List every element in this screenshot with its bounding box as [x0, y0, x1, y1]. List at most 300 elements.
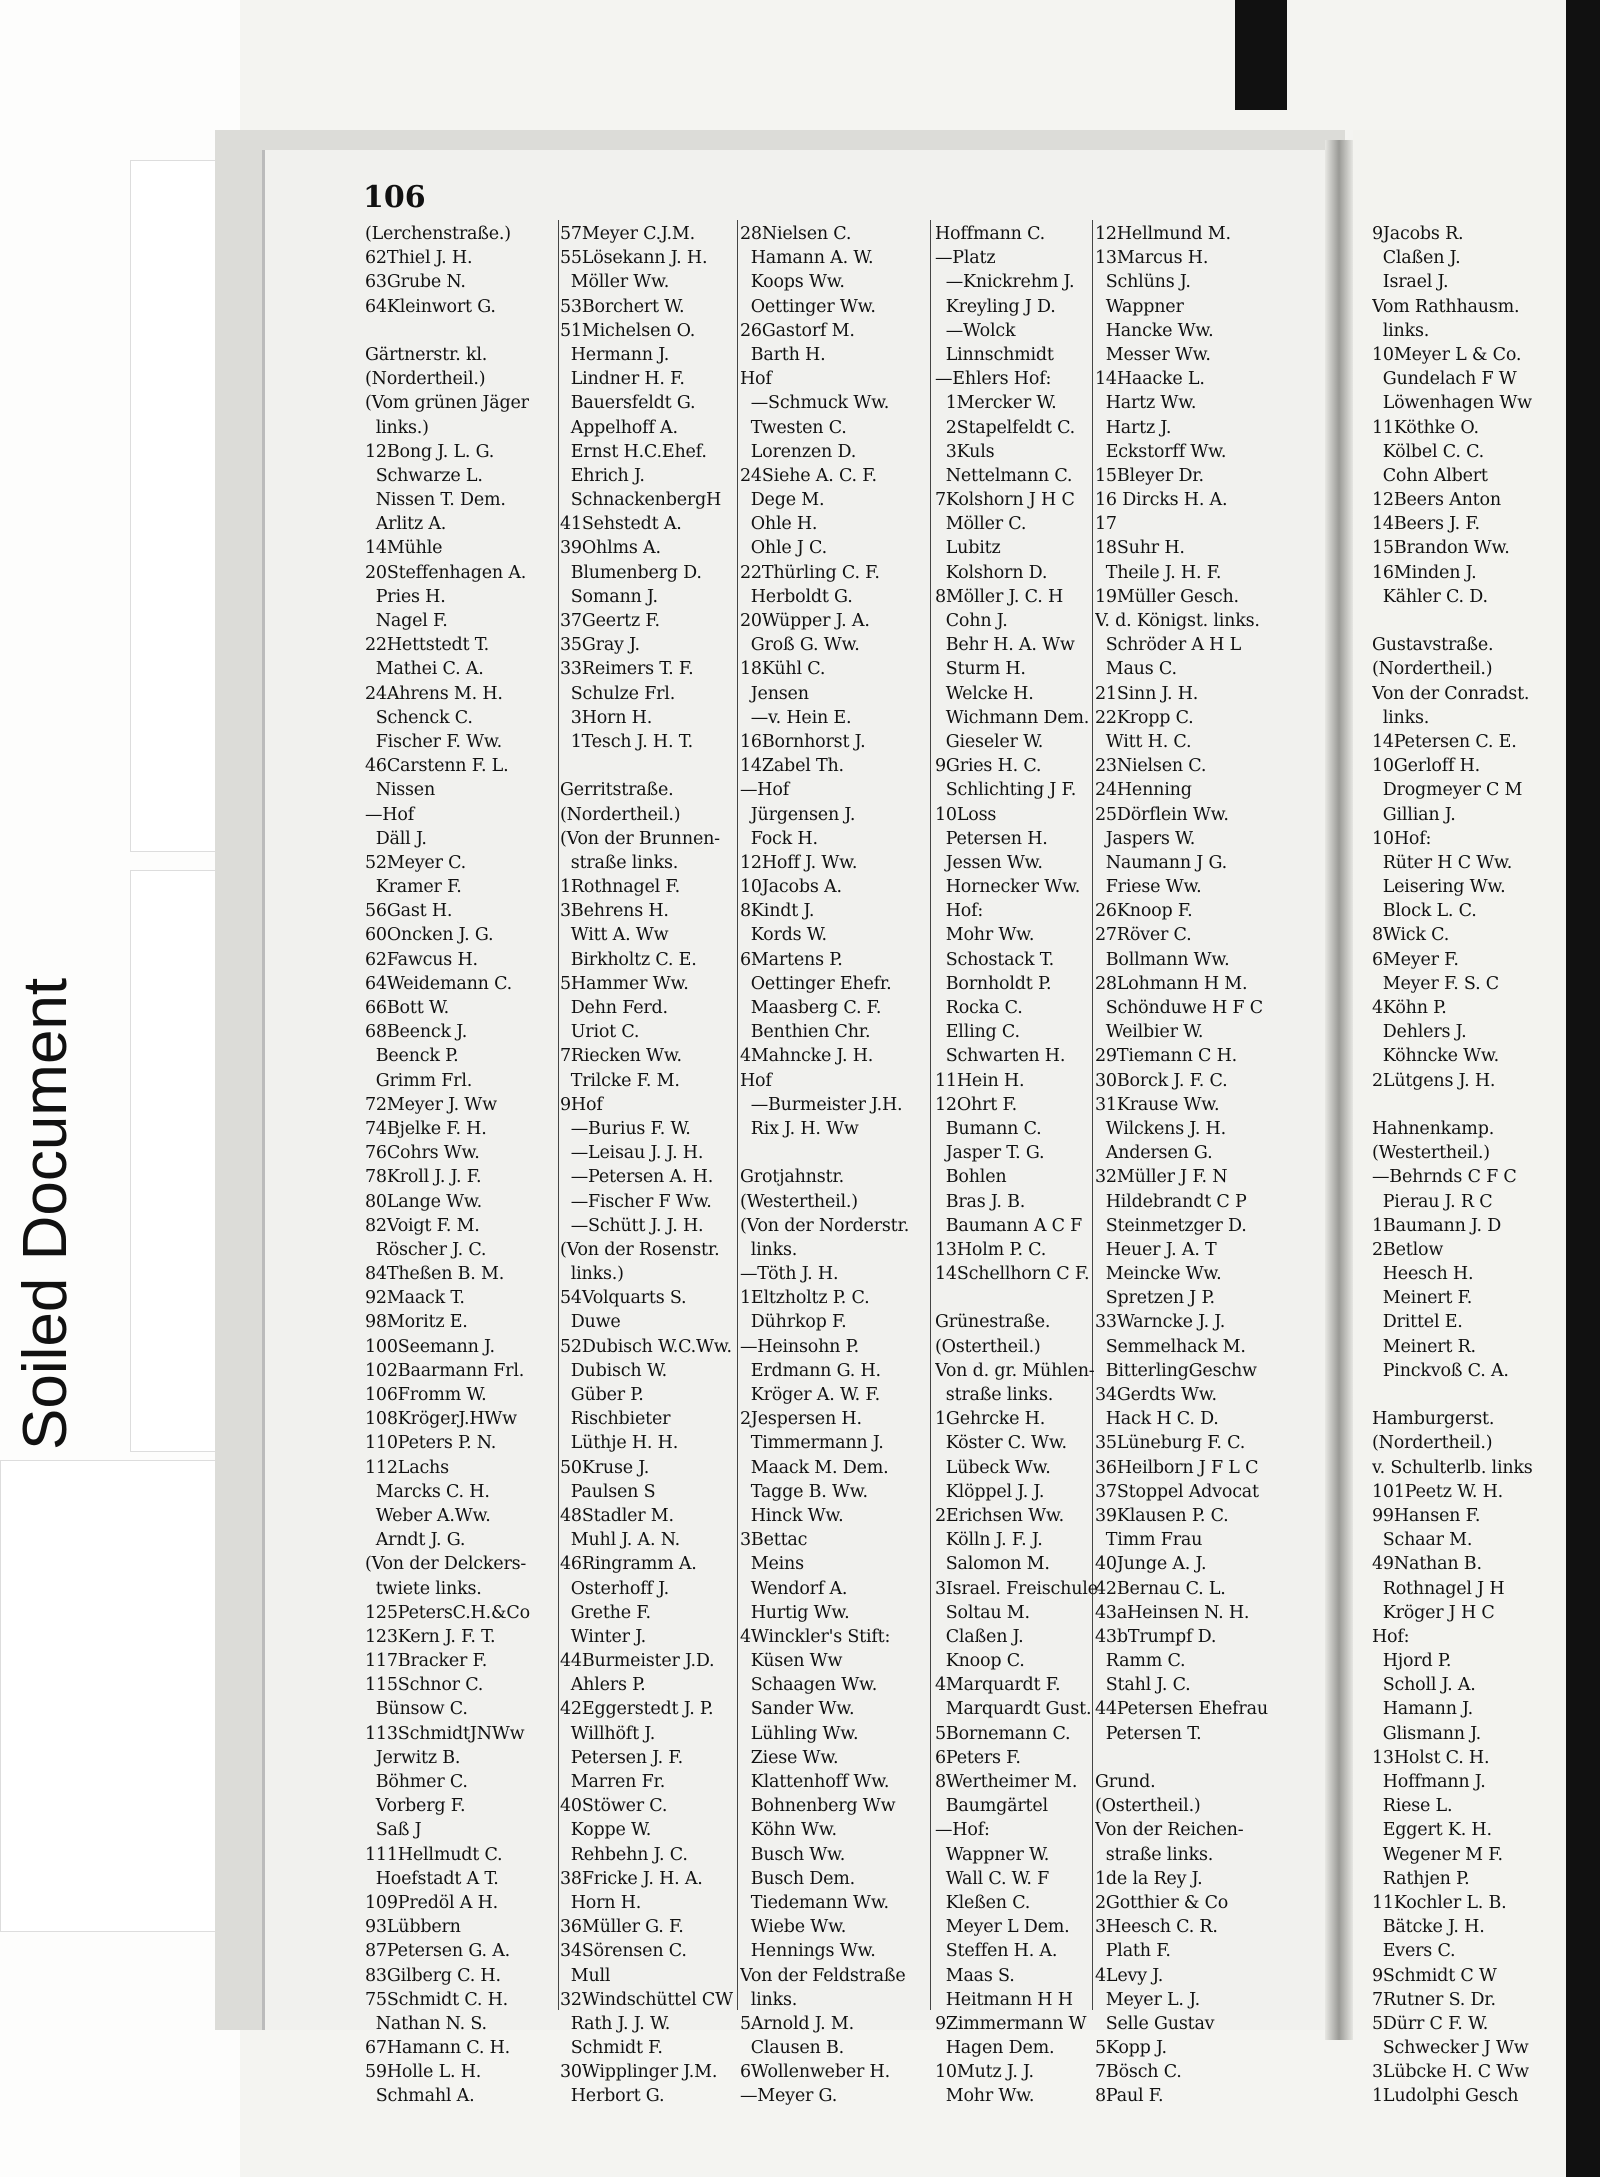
directory-entry: 5Arnold J. M. — [740, 2013, 854, 2034]
column-divider — [930, 220, 931, 2010]
directory-entry: Maas S. — [935, 1965, 1015, 1986]
directory-entry: 76Cohrs Ww. — [365, 1143, 480, 1164]
directory-entry: Oettinger Ww. — [740, 296, 876, 317]
directory-entry: 10Loss — [935, 804, 997, 825]
directory-entry: Koppe W. — [560, 1820, 652, 1841]
directory-entry: links.) — [560, 1264, 624, 1285]
directory-entry: Petersen H. — [935, 828, 1048, 849]
directory-entry: 51Michelsen O. — [560, 320, 696, 341]
directory-entry: 4Mahncke J. H. — [740, 1046, 874, 1067]
directory-entry: Jerwitz B. — [365, 1747, 461, 1768]
directory-entry: 64Kleinwort G. — [365, 296, 496, 317]
directory-entry: 67Hamann C. H. — [365, 2038, 511, 2059]
directory-entry: 12Ohrt F. — [935, 1094, 1018, 1115]
directory-entry: Hamburgerst. — [1372, 1409, 1495, 1430]
directory-entry: 57Meyer C.J.M. — [560, 224, 695, 244]
directory-entry: Welcke H. — [935, 683, 1034, 704]
directory-entry: Bünsow C. — [365, 1699, 468, 1720]
directory-entry: 2Jespersen H. — [740, 1409, 862, 1430]
directory-entry: Möller Ww. — [560, 272, 670, 293]
directory-entry: Meins — [740, 1554, 804, 1575]
directory-entry: Kolshorn D. — [935, 562, 1048, 583]
directory-entry: 5Dürr C F. W. — [1372, 2013, 1489, 2034]
directory-entry: 20Wüpper J. A. — [740, 611, 870, 631]
directory-entry: Beenck P. — [365, 1046, 459, 1067]
directory-entry: Hoffmann J. — [1372, 1772, 1486, 1792]
directory-entry: Heesch H. — [1372, 1264, 1474, 1285]
directory-entry: 46Carstenn F. L. — [365, 756, 509, 777]
directory-entry: Meinert F. — [1372, 1288, 1473, 1309]
directory-entry: Trilcke F. M. — [560, 1070, 680, 1091]
directory-entry: 39Klausen P. C. — [1095, 1505, 1229, 1526]
directory-entry: (Westertheil.) — [1372, 1143, 1490, 1164]
directory-entry: Lühling Ww. — [740, 1723, 859, 1744]
directory-entry: 34Gerdts Ww. — [1095, 1385, 1217, 1405]
directory-entry: 36Müller G. F. — [560, 1917, 684, 1938]
directory-entry: 6Meyer F. — [1372, 949, 1459, 970]
directory-entry: 23Nielsen C. — [1095, 756, 1207, 777]
directory-entry: Hinck Ww. — [740, 1505, 844, 1526]
directory-entry: 16 Dircks H. A. — [1095, 490, 1228, 511]
directory-entry: BitterlingGeschw — [1095, 1360, 1257, 1381]
directory-entry: —v. Hein E. — [740, 707, 852, 728]
directory-entry: Kreyling J D. — [935, 296, 1056, 317]
directory-entry: Cohn Albert — [1372, 465, 1488, 486]
directory-entry: (Nordertheil.) — [1372, 1433, 1493, 1454]
directory-entry: Jessen Ww. — [935, 852, 1043, 873]
directory-entry: links. — [740, 1239, 798, 1260]
directory-entry: Soltau M. — [935, 1602, 1030, 1623]
directory-entry: 56Gast H. — [365, 901, 453, 922]
directory-entry: Weber A.Ww. — [365, 1505, 491, 1526]
directory-entry: 68Beenck J. — [365, 1022, 468, 1043]
directory-entry: Hurtig Ww. — [740, 1602, 850, 1623]
directory-entry: 14Petersen C. E. — [1372, 731, 1517, 752]
directory-entry: 2Gotthier & Co — [1095, 1892, 1229, 1913]
directory-entry: Somann J. — [560, 586, 658, 607]
column-divider — [558, 220, 559, 2010]
directory-entry: Klöppel J. J. — [935, 1481, 1045, 1502]
directory-entry: Pinckvoß C. A. — [1372, 1360, 1509, 1381]
directory-entry: Kords W. — [740, 925, 827, 946]
directory-entry: Lorenzen D. — [740, 441, 857, 462]
directory-entry: 46Ringramm A. — [560, 1554, 697, 1575]
directory-entry: Schaar M. — [1372, 1530, 1473, 1551]
directory-entry: Appelhoff A. — [560, 417, 678, 438]
directory-entry: 9Zimmermann W — [935, 2013, 1087, 2034]
directory-entry: 4Levy J. — [1095, 1965, 1164, 1986]
directory-column-2 — [560, 222, 740, 2109]
directory-entry: 8Wick C. — [1372, 925, 1450, 946]
directory-entry: —Hof — [740, 780, 789, 801]
directory-entry: Hornecker Ww. — [935, 877, 1081, 898]
directory-entry: Lubitz — [935, 538, 1001, 559]
directory-entry: 1Eltzholtz P. C. — [740, 1288, 870, 1309]
directory-entry: Hennings Ww. — [740, 1941, 876, 1962]
directory-entry: 15Bleyer Dr. — [1095, 465, 1204, 486]
directory-entry: Petersen J. F. — [560, 1747, 683, 1768]
directory-entry: 8Paul F. — [1095, 2086, 1164, 2107]
directory-entry: Möller C. — [935, 514, 1027, 535]
directory-entry: 53Borchert W. — [560, 296, 685, 317]
directory-entry: Meyer L Dem. — [935, 1917, 1070, 1938]
directory-entry: Dubisch W. — [560, 1360, 667, 1381]
directory-entry: 92Maack T. — [365, 1288, 465, 1309]
directory-entry: 6Martens P. — [740, 949, 843, 970]
directory-entry: Herbort G. — [560, 2086, 665, 2107]
directory-entry: Witt H. C. — [1095, 731, 1192, 752]
directory-entry: Uriot C. — [560, 1022, 640, 1043]
directory-entry: Güber P. — [560, 1385, 644, 1405]
directory-entry: 40Stöwer C. — [560, 1796, 668, 1817]
directory-entry: 63Grube N. — [365, 272, 466, 293]
directory-entry: Blumenberg D. — [560, 562, 702, 583]
directory-entry: Schwarten H. — [935, 1046, 1066, 1067]
directory-entry: 25Dörflein Ww. — [1095, 804, 1229, 825]
directory-entry: 11Hein H. — [935, 1070, 1025, 1091]
directory-entry: 8Möller J. C. H — [935, 586, 1064, 607]
directory-entry: 50Kruse J. — [560, 1457, 650, 1478]
directory-entry: Gundelach F W — [1372, 369, 1517, 390]
directory-entry: 1Mercker W. — [935, 393, 1057, 414]
directory-entry: 4Winckler's Stift: — [740, 1626, 891, 1647]
directory-entry: Ahlers P. — [560, 1675, 646, 1696]
directory-entry: Meyer L. J. — [1095, 1989, 1200, 2010]
directory-entry: Steffen H. A. — [935, 1941, 1058, 1962]
directory-entry: —Hof: — [935, 1820, 990, 1841]
directory-entry: 102Baarmann Frl. — [365, 1360, 525, 1381]
directory-entry: Bauersfeldt G. — [560, 393, 696, 414]
directory-entry: 2Betlow — [1372, 1239, 1444, 1260]
directory-entry: 39Ohlms A. — [560, 538, 661, 559]
directory-entry: Marquardt Gust. — [935, 1699, 1092, 1720]
directory-entry: Nissen T. Dem. — [365, 490, 506, 511]
directory-entry: 12Beers Anton — [1372, 490, 1501, 511]
directory-entry: Duwe — [560, 1312, 621, 1333]
directory-entry: Ohle H. — [740, 514, 818, 535]
directory-entry: 3Israel. Freischule — [935, 1578, 1098, 1599]
directory-entry: —Heinsohn P. — [740, 1336, 859, 1357]
directory-entry: (Von der Norderstr. — [740, 1215, 910, 1236]
directory-column-3 — [740, 222, 925, 2109]
directory-entry: 15Brandon Ww. — [1372, 538, 1510, 559]
directory-entry: 38Fricke J. H. A. — [560, 1868, 703, 1889]
directory-entry: v. Schulterlb. links — [1372, 1457, 1533, 1478]
directory-entry — [1372, 1093, 1572, 1117]
directory-entry: Rocka C. — [935, 998, 1023, 1018]
directory-entry: Hagen Dem. — [935, 2038, 1055, 2059]
directory-entry: Claßen J. — [935, 1626, 1024, 1647]
directory-entry: Dührkop F. — [740, 1312, 847, 1333]
directory-entry: Fischer F. Ww. — [365, 731, 502, 752]
directory-entry: Bornholdt P. — [935, 973, 1052, 994]
directory-entry: Koops Ww. — [740, 272, 845, 293]
directory-entry: 24Henning — [1095, 780, 1192, 801]
directory-entry: —Schmuck Ww. — [740, 393, 890, 414]
directory-entry: —Petersen A. H. — [560, 1167, 714, 1188]
directory-entry: Schostack T. — [935, 949, 1054, 970]
directory-entry: Schmahl A. — [365, 2086, 475, 2107]
directory-entry: —Meyer G. — [740, 2086, 838, 2107]
directory-entry: 52Dubisch W.C.Ww. — [560, 1336, 732, 1357]
directory-entry: (Von der Delckers- — [365, 1554, 527, 1575]
directory-entry: Baumgärtel — [935, 1796, 1048, 1817]
directory-entry: 1de la Rey J. — [1095, 1868, 1203, 1889]
directory-entry: 43bTrumpf D. — [1095, 1626, 1217, 1647]
directory-entry: 22Kropp C. — [1095, 707, 1194, 728]
directory-entry: Bohnenberg Ww — [740, 1796, 896, 1817]
directory-entry: Twesten C. — [740, 417, 847, 438]
directory-entry: Rüter H C Ww. — [1372, 852, 1513, 873]
directory-entry: Mull — [560, 1965, 611, 1986]
directory-entry: 18Kühl C. — [740, 659, 826, 680]
directory-entry: 41Sehstedt A. — [560, 514, 682, 535]
directory-entry: Küsen Ww — [740, 1651, 843, 1672]
directory-entry: Israel J. — [1372, 272, 1449, 293]
directory-entry: Gillian J. — [1372, 804, 1456, 825]
directory-entry: 14Haacke L. — [1095, 369, 1205, 390]
directory-entry: Mohr Ww. — [935, 2086, 1035, 2107]
directory-entry: 18Suhr H. — [1095, 538, 1185, 559]
directory-entry: 42Eggerstedt J. P. — [560, 1699, 714, 1720]
directory-entry: 13Marcus H. — [1095, 248, 1209, 269]
directory-entry: 30Borck J. F. C. — [1095, 1070, 1228, 1091]
directory-entry: 74Bjelke F. H. — [365, 1118, 487, 1139]
directory-entry: Sturm H. — [935, 659, 1026, 680]
directory-entry: 54Volquarts S. — [560, 1288, 687, 1309]
directory-entry: 2Erichsen Ww. — [935, 1505, 1064, 1526]
directory-entry: Ramm C. — [1095, 1651, 1186, 1672]
directory-entry: 1Baumann J. D — [1372, 1215, 1502, 1236]
directory-entry: Hof — [740, 1070, 772, 1091]
directory-entry: 4Köhn P. — [1372, 998, 1447, 1018]
directory-entry: Von der Feldstraße — [740, 1965, 906, 1986]
directory-entry: Hack H C. D. — [1095, 1409, 1219, 1430]
directory-entry: Horn H. — [560, 1892, 642, 1913]
directory-entry: 2Stapelfeldt C. — [935, 417, 1076, 438]
directory-entry: Salomon M. — [935, 1554, 1050, 1575]
directory-entry: Jaspers W. — [1095, 828, 1196, 849]
directory-entry: Saß J — [365, 1820, 422, 1841]
directory-entry: 93Lübbern — [365, 1917, 461, 1938]
directory-entry: 6Peters F. — [935, 1747, 1021, 1768]
directory-entry: Herboldt G. — [740, 586, 853, 607]
directory-entry: Löwenhagen Ww — [1372, 393, 1532, 414]
directory-entry: 1Gehrcke H. — [935, 1409, 1046, 1430]
directory-entry: Andersen G. — [1095, 1143, 1213, 1164]
directory-entry: Riese L. — [1372, 1796, 1453, 1817]
directory-entry: Von der Conradst. — [1372, 683, 1530, 704]
directory-entry: Hancke Ww. — [1095, 320, 1214, 341]
directory-entry: 60Oncken J. G. — [365, 925, 494, 946]
directory-entry: Schmidt F. — [560, 2038, 663, 2059]
directory-entry: Däll J. — [365, 828, 427, 849]
directory-entry: 43aHeinsen N. H. — [1095, 1602, 1250, 1623]
directory-entry: Paulsen S — [560, 1481, 656, 1502]
directory-entry: 34Sörensen C. — [560, 1941, 687, 1962]
directory-entry: Hermann J. — [560, 344, 670, 365]
directory-entry: 100Seemann J. — [365, 1336, 495, 1357]
directory-entry: 5Hammer Ww. — [560, 973, 689, 994]
directory-entry: 3Heesch C. R. — [1095, 1917, 1218, 1938]
directory-entry: Wendorf A. — [740, 1578, 848, 1599]
directory-entry: 6Wollenweber H. — [740, 2062, 890, 2083]
directory-entry: Linnschmidt — [935, 344, 1054, 365]
directory-entry: (Nordertheil.) — [560, 804, 681, 825]
tab-repaired — [0, 1460, 232, 1932]
directory-entry: Hof — [740, 369, 772, 390]
directory-entry: 29Tiemann C H. — [1095, 1046, 1238, 1067]
directory-entry: 3Behrens H. — [560, 901, 669, 922]
directory-entry: (Ostertheil.) — [1095, 1796, 1201, 1817]
directory-entry: Kölbel C. C. — [1372, 441, 1485, 462]
directory-entry: 21Sinn J. H. — [1095, 683, 1199, 704]
directory-entry: Wappner — [1095, 296, 1184, 317]
directory-entry: Köhn Ww. — [740, 1820, 837, 1841]
directory-entry: Claßen J. — [1372, 248, 1461, 269]
directory-entry: 101Peetz W. H. — [1372, 1481, 1503, 1502]
directory-entry: Rothnagel J H — [1372, 1578, 1505, 1599]
directory-entry: Clausen B. — [740, 2038, 845, 2059]
directory-entry: 16Minden J. — [1372, 562, 1477, 583]
directory-entry: 108KrögerJ.HWw — [365, 1409, 517, 1430]
directory-entry: 14Schellhorn C F. — [935, 1264, 1090, 1285]
directory-entry: Hof: — [935, 901, 984, 922]
directory-entry: 32Windschüttel CW — [560, 1989, 733, 2010]
directory-entry: —Töth J. H. — [740, 1264, 839, 1285]
directory-entry: Bätcke J. H. — [1372, 1917, 1485, 1938]
directory-entry: —Hof — [365, 804, 414, 825]
directory-entry: Pierau J. R C — [1372, 1191, 1493, 1212]
directory-entry: 40Junge A. J. — [1095, 1554, 1207, 1575]
directory-entry: Grünestraße. — [935, 1312, 1051, 1333]
directory-entry: Hoffmann C. — [935, 224, 1046, 244]
directory-entry: Baumann A C F — [935, 1215, 1083, 1236]
directory-entry: —Leisau J. J. H. — [560, 1143, 704, 1164]
directory-entry: 12Hoff J. Ww. — [740, 852, 858, 873]
directory-entry: 7Rutner S. Dr. — [1372, 1989, 1496, 2010]
directory-entry: Pries H. — [365, 586, 446, 607]
directory-entry: 125PetersC.H.&Co — [365, 1602, 530, 1623]
book-spine — [1325, 140, 1353, 2040]
directory-entry: 12Bong J. L. G. — [365, 441, 495, 462]
directory-entry: Hartz J. — [1095, 417, 1172, 438]
directory-entry: Evers C. — [1372, 1941, 1456, 1962]
directory-entry: Hartz Ww. — [1095, 393, 1197, 414]
directory-entry: Schwarze L. — [365, 465, 483, 486]
directory-entry: 106Fromm W. — [365, 1385, 487, 1405]
directory-entry: Vorberg F. — [365, 1796, 466, 1817]
directory-entry: Eckstorff Ww. — [1095, 441, 1227, 462]
directory-entry: Nathan N. S. — [365, 2013, 487, 2034]
directory-entry: 7Kolshorn J H C — [935, 490, 1075, 511]
directory-entry: Leisering Ww. — [1372, 877, 1506, 898]
directory-entry: Mohr Ww. — [935, 925, 1035, 946]
directory-entry: Wall C. W. F — [935, 1868, 1050, 1889]
directory-entry: Bollmann Ww. — [1095, 949, 1230, 970]
directory-entry: Wappner W. — [935, 1844, 1050, 1865]
directory-entry: Böhmer C. — [365, 1772, 468, 1792]
directory-entry: 24Siehe A. C. F. — [740, 465, 877, 486]
directory-entry: Nettelmann C. — [935, 465, 1073, 486]
directory-entry: 87Petersen G. A. — [365, 1941, 511, 1962]
directory-entry: 10Mutz J. J. — [935, 2062, 1034, 2083]
directory-entry: Grund. — [1095, 1772, 1156, 1792]
directory-entry: 20Steffenhagen A. — [365, 562, 527, 583]
directory-entry: Groß G. Ww. — [740, 635, 860, 656]
directory-entry: Ernst H.C.Ehef. — [560, 441, 707, 462]
directory-entry: Marren Fr. — [560, 1772, 666, 1792]
directory-entry: Schenck C. — [365, 707, 473, 728]
directory-entry: 75Schmidt C. H. — [365, 1989, 509, 2010]
directory-entry — [935, 1286, 1105, 1310]
directory-entry: Busch Dem. — [740, 1868, 856, 1889]
directory-entry: Meinert R. — [1372, 1336, 1476, 1357]
directory-entry — [1095, 1746, 1295, 1770]
directory-entry: Ehrich J. — [560, 465, 645, 486]
directory-entry: 33Warncke J. J. — [1095, 1312, 1226, 1333]
directory-entry: 9Gries H. C. — [935, 756, 1042, 777]
directory-entry: Ohle J C. — [740, 538, 827, 559]
directory-entry: 7Bösch C. — [1095, 2062, 1182, 2083]
directory-entry: Meincke Ww. — [1095, 1264, 1222, 1285]
directory-entry: 28Nielsen C. — [740, 224, 852, 244]
directory-entry: 3Horn H. — [560, 707, 653, 728]
directory-entry: Stahl J. C. — [1095, 1675, 1191, 1696]
directory-entry: Weilbier W. — [1095, 1022, 1204, 1043]
directory-entry: Friese Ww. — [1095, 877, 1202, 898]
directory-entry: Petersen T. — [1095, 1723, 1202, 1744]
directory-entry: 1Rothnagel F. — [560, 877, 680, 898]
directory-entry: (Westertheil.) — [740, 1191, 858, 1212]
directory-entry: Marcks C. H. — [365, 1481, 490, 1502]
directory-entry: 64Weidemann C. — [365, 973, 513, 994]
directory-entry: V. d. Königst. links. — [1095, 611, 1260, 631]
directory-entry: Rath J. J. W. — [560, 2013, 671, 2034]
directory-entry: Messer Ww. — [1095, 344, 1211, 365]
directory-entry: 44Petersen Ehefrau — [1095, 1699, 1268, 1720]
directory-entry: 32Müller J F. N — [1095, 1167, 1228, 1188]
directory-entry: 8Wertheimer M. — [935, 1772, 1078, 1792]
directory-entry: 44Burmeister J.D. — [560, 1651, 715, 1672]
directory-entry: Witt A. Ww — [560, 925, 669, 946]
directory-entry: —Platz — [935, 248, 996, 269]
directory-entry: 10Meyer L & Co. — [1372, 344, 1522, 365]
directory-entry: Birkholtz C. E. — [560, 949, 697, 970]
directory-entry: (Nordertheil.) — [365, 369, 486, 390]
directory-entry: —Knickrehm J. — [935, 272, 1075, 293]
directory-entry: Hjord P. — [1372, 1651, 1452, 1672]
directory-entry: 59Holle L. H. — [365, 2062, 482, 2083]
directory-entry: —Burmeister J.H. — [740, 1094, 903, 1115]
directory-entry: Drogmeyer C M — [1372, 780, 1523, 801]
directory-entry: 16Bornhorst J. — [740, 731, 866, 752]
directory-entry: 62Thiel J. H. — [365, 248, 473, 269]
directory-entry: Schulze Frl. — [560, 683, 676, 704]
directory-entry: Winter J. — [560, 1626, 647, 1647]
directory-entry: Nagel F. — [365, 611, 448, 631]
directory-entry: Kleßen C. — [935, 1892, 1031, 1913]
directory-entry: 19Müller Gesch. — [1095, 586, 1239, 607]
directory-entry: Gieseler W. — [935, 731, 1044, 752]
directory-entry: 109Predöl A H. — [365, 1892, 499, 1913]
directory-entry: —Ehlers Hof: — [935, 369, 1052, 390]
directory-entry: Lindner H. F. — [560, 369, 685, 390]
directory-entry: 26Knoop F. — [1095, 901, 1193, 922]
directory-entry: Bumann C. — [935, 1118, 1042, 1139]
directory-entry: 14Zabel Th. — [740, 756, 844, 777]
directory-entry: Bohlen — [935, 1167, 1007, 1188]
